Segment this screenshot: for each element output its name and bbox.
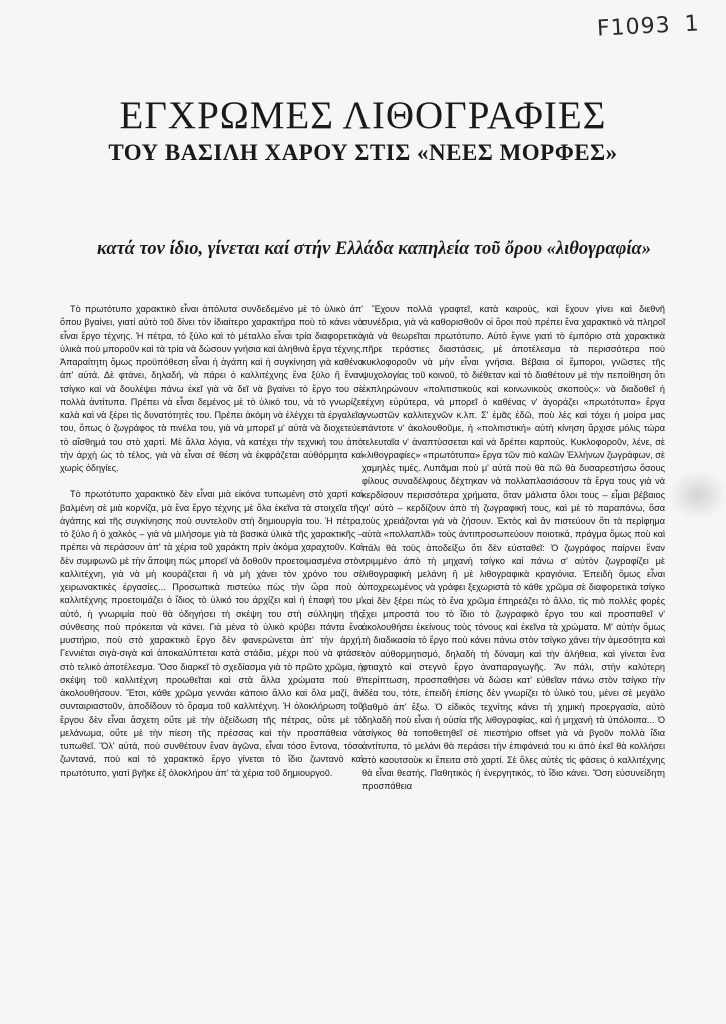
- paragraph: Τὸ πρωτότυπο χαρακτικὸ δὲν εἶναι μιὰ εἰκόνα τυπωμένη στὸ χαρτὶ καὶ βαλμένη σὲ μιὰ κορνίζα, μὰ ἕνα ἔργο τέχνης μὲ ὅλα ἐκεῖνα τὰ στοιχεῖα τῆς ἀγάπης καὶ τῆς συγκίνησης ποὺ συντελοῦν στὴ δημιουργία του. Ἡ πέτρα, τὸ ξύλο ἢ ὁ χαλκὸς – γιὰ νὰ μιλήσομε γιὰ τὰ βασικὰ ὑλικὰ τῆς χαρακτικῆς – πρέπει νὰ περάσουν ἀπ' τὰ χέρια τοῦ χαράκτη πρὶν ἀκόμα χαραχτοῦν. Καὶ δὲν συμφωνῶ μὲ τὴν ἄποψη πὼς μπορεῖ νὰ δοθοῦν προετοιμασμένα στὸν καλλιτέχνη, γιὰ νὰ μὴ κουράζεται ἢ νὰ μὴ χάνει τὸν χρόνο του σὲ χειρωνακτικὲς ἐργασίες... Προσωπικὰ πιστεύω πὼς τὴν ὥρα ποὺ ὁ καλλιτέχνης προετοιμάζει ὁ ἴδιος τὸ ὑλικό του ἀρχίζει καὶ ἡ ἐπαφή του μ' αὐτό, ἡ γνωριμία ποὺ θὰ ὁδηγήσει τὴ σκέψη του στὴ σύλληψη τῆς σύνθεσης ποὺ πρόκειται νὰ κάνει. Γιὰ μένα τὸ ὑλικὸ κρύβει πάντα ἕνα μυστήριο, ποὺ στὸ χαρακτικὸ ἔργο δὲν φανερώνεται ἀπ' τὴν ἀρχή. Γεννιέται σιγὰ-σιγὰ καὶ ἀποκαλύπτεται κατὰ στάδια, μέχρι ποὺ νὰ φτάσει στὸ τελικὸ ἀποτέλεσμα. Ὅσο διαρκεῖ τὸ σχεδίασμα γιὰ τὸ πρῶτο χρῶμα, ἡ σκέψη τοῦ καλλιτέχνη προωθεῖται καὶ στὰ ἄλλα χρώματα ποὺ θ' ἀκολουθήσουν. Ἔτσι, κάθε χρῶμα γεννάει κάποιο ἄλλο καὶ ὅλα μαζί, ἂν συνταιριαστοῦν, ἀποδίδουν τὸ ὅραμα τοῦ καλλιτέχνη. Ἡ ὁλοκλήρωση τοῦ ἔργου δὲν εἶναι ἄσχετη οὔτε μὲ τὴν ὀξείδωση τῆς πέτρας, οὔτε μὲ τὸ μελάνωμα, οὔτε μὲ τὴν πίεση τῆς πρέσσας καὶ τὴν προσπάθεια νὰ τυπωθεῖ. Ὅλ' αὐτά, ποὺ συνθέτουν ἕναν ἀγῶνα, εἶναι τόσο ἔντονα, τόσο ζωντανά, ποὺ καὶ τὸ χαρακτικὸ ἔργο γίνεται τὸ ἴδιο ζωντανὸ καὶ πρωτότυπο, γιατὶ βγῆκε ἐξ ὁλοκλήρου ἀπ' τὰ χέρια τοῦ δημιουργοῦ.: [60, 489, 363, 778]
- annotation-code: F1093: [596, 12, 672, 42]
- annotation-page-number: 1: [684, 11, 701, 38]
- paragraph: Ἔχουν πολλὰ γραφτεῖ, κατὰ καιρούς, καὶ ἔχουν γίνει καὶ διεθνῆ συνέδρια, γιὰ νὰ καθορισθοῦν οἱ ὅροι ποὺ πρέπει ἕνα χαρακτικὸ νὰ πληροῖ γιὰ νὰ θεωρεῖται πρωτότυπο. Αὐτὸ ἔγινε γιατὶ τὸ ἐμπόριο στὰ χαρακτικὰ πῆρε τεράστιες διαστάσεις, μὲ ἀποτέλεσμα τὰ περισσότερα ποὺ κυκλοφοροῦν νὰ μὴν εἶναι γνήσια. Βέβαια οἱ ἔμποροι, γνῶστες τῆς ψυχολογίας τοῦ κοινοῦ, τὸ διέθεταν καὶ τὸ διαθέτουν μὲ τὴν πεποίθηση ὅτι ἐκπληρώνουν «πολιτιστικοὺς καὶ κοινωνικοὺς σκοπούς»: νὰ διαδοθεῖ ἡ τέχνη εὐρύτερα, νὰ μπορεῖ ὁ καθένας ν' ἀγοράζει «πρωτότυπα» ἔργα γνωστῶν καλλιτεχνῶν κ.λπ. Σ' ἐμᾶς ἐδῶ, ποὺ λὲς καὶ τόχει ἡ μοίρα μας πάντοτε ν' ἀκολουθοῦμε, ἡ «πολιτιστική» αὐτὴ κίνηση ἄρχισε μόλις τώρα τελευταῖα ν' ἀναπτύσσεται καὶ νὰ δρέπει καρπούς. Κυκλοφοροῦν, λένε, σὲ «λιθογραφίες» «πρωτότυπα» ἔργα τῶν πιὸ καλῶν Ἑλλήνων ζωγράφων, σὲ χαμηλὲς τιμές. Λυπᾶμαι ποὺ μ' αὐτὰ ποὺ θὰ πῶ θὰ δυσαρεστήσω ὅσους φίλους συναδέλφους δέχτηκαν νὰ πολλαπλασιάσουν τὰ ἔργα τους γιὰ νὰ κερδίσουν περισσότερα χρήματα, ὅταν μάλιστα ὅλοι τους – εἶμαι βέβαιος γι' αὐτὸ – κερδίζουν ἀπὸ τὴ ζωγραφική τους, καὶ μὲ τὸ παραπάνω, ὅσα τοὺς χρειάζονται γιὰ νὰ ζήσουν. Ἐκτὸς καὶ ἂν πιστεύουν ὅτι τὰ περίφημα αὐτὰ «πολλαπλᾶ» τοὺς ἀντιπροσωπεύουν ποιοτικά, πράγμα ὅμως ποὺ καὶ πάλι θὰ τοὺς ἀποδείξω ὅτι δὲν εὐσταθεῖ: Ὁ ζωγράφος παίρνει ἕναν τριμμένο ἀπὸ τὴ μηχανὴ τσίγκο καὶ πάνω σ' αὐτὸν ζωγραφίζει μὲ λιθογραφικὴ μελάνη ἢ μὲ λιθογραφικὰ κραγιόνια. Ἐπειδὴ ὅμως εἶναι ὑποχρεωμένος νὰ γράφει ξεχωριστὰ τὸ κάθε χρῶμα σὲ διαφορετικὰ τσίγκο καὶ δὲν ξέρει πὼς τὸ ἕνα χρῶμα ἐπηρεάζει τὸ ἄλλο, τὶς πιὸ πολλὲς φορὲς ἔχει μπροστά του τὸ ἴδιο τὸ ζωγραφικὸ ἔργο του καὶ προσπαθεῖ ν' ἀκολουθήσει ἐκείνους τοὺς τόνους καὶ ἐκεῖνα τὰ χρώματα. Μ' αὐτὴν ὅμως τὴ διαδικασία τὸ ἔργο ποὺ κάνει πάνω στὸν τσίγκο χάνει τὴν ἀμεσότητα καὶ τὸν αὐθορμητισμό, δηλαδὴ τὴ δύναμη καὶ τὴν ἀλήθεια, καὶ γίνεται ἕνα φτιαχτὸ καὶ στεγνὸ ἔργο ἀναπαραγωγῆς. Ἂν πάλι, στὴν καλύτερη περίπτωση, προσπαθήσει νὰ δώσει κατ' εὐθεῖαν πάνω στὸν τσίγκο τὴν ἰδέα του, τότε, ἐπειδὴ ἐπίσης δὲν γνωρίζει τὸ ὑλικό του, μένει σὲ μεγάλο βαθμὸ ἀπ' ἔξω. Ὁ εἰδικὸς τεχνίτης κάνει τὴ χημικὴ προεργασία, αὐτὸ δηλαδὴ ποὺ εἶναι ἡ οὐσία τῆς λιθογραφίας, καὶ ἡ μηχανὴ τὰ ὑπόλοιπα... Ὁ τσίγκος θὰ τοποθετηθεῖ σὲ πιεστήριο offset γιὰ νὰ βγοῦν πολλὰ ἴδια ἀντίτυπα, τὸ μελάνι θὰ περάσει τὴν ἐπιφάνειά του κι ἀπὸ ἐκεῖ θὰ κολλήσει στὸ καουτσοὺκ κι ἔπειτα στὸ χαρτί. Σὲ ὅλες αὐτὲς τὶς φάσεις ὁ καλλιτέχνης θὰ εἶναι θεατής. Παθητικὸς ἡ ἐνεργητικός, τὸ ἴδιο κάνει. Ὅση εὐσυνείδητη προσπάθεια: [362, 304, 665, 791]
- article-tagline: κατά τον ίδιο, γίνεται καί στήν Ελλάδα καπηλεία τοῦ ὄρου «λιθογραφία»: [96, 239, 651, 259]
- handwritten-annotation: [597, 11, 701, 41]
- article-title: ΕΓΧΡΩΜΕΣ ΛΙΘΟΓΡΑΦΙΕΣ: [119, 94, 607, 137]
- right-column: [362, 303, 665, 793]
- ink-smudge: [668, 470, 726, 520]
- article-subtitle: ΤΟΥ ΒΑΣΙΛΗ ΧΑΡΟΥ ΣΤΙΣ «ΝΕΕΣ ΜΟΡΦΕΣ»: [108, 140, 618, 165]
- left-column: [60, 303, 363, 780]
- paragraph: Τὸ πρωτότυπο χαρακτικὸ εἶναι ἀπόλυτα συνδεδεμένο μὲ τὸ ὑλικὸ ἀπ' ὅπου βγαίνει, γιατί αὐτὸ τοῦ δίνει τὸν ἰδιαίτερο χαρακτήρα ποὺ τὸ κάνει νὰ εἶναι ἔργο τέχνης. Ἡ πέτρα, τὸ ξύλο καὶ τὸ μέταλλο εἶναι τρία διαφορετικὰ ὑλικὰ ποὺ μποροῦν καὶ τὰ τρία νὰ δώσουν γνήσια καὶ ἀληθινὰ ἔργα τέχνης. Ἀπαραίτητη ὅμως προϋπόθεση εἶναι ἡ ἀγάπη καὶ ἡ συγκίνηση γιὰ καθένα ἀπ' αὐτά. Δὲ φτάνει, δηλαδή, νὰ πάρει ὁ καλλιτέχνης ἕνα ξύλο ἢ ἕναν τσίγκο καὶ νὰ δουλέψει πάνω ἐκεῖ γιὰ νὰ δεῖ νὰ βγαίνει τὸ ἔργο του σὲ πολλὰ ἀντίτυπα. Πρέπει νὰ εἶναι δεμένος μὲ τὸ ὑλικό του, νὰ τὸ γνωρίζει καλὰ καὶ νὰ ξέρει τὶς δυνατότητές του. Πρέπει ἀκόμη νὰ ἐλέγχει τὰ ἐργαλεῖα του, ὅπως ὁ ζωγράφος τὰ πινέλα του, γιὰ νὰ μπορεῖ μ' αὐτὰ νὰ διοχετεύει τὸ αἴσθημά του στὸ χαρτί. Μὲ ἄλλα λόγια, νὰ κατέχει τὴν τεχνική του ἀπὸ τὴν ἀρχὴ ὡς τὸ τέλος, γιὰ νὰ εἶναι σὲ θέση νὰ ἐκφράζεται αὐθόρμητα καὶ χωρὶς ὁδηγίες.: [60, 304, 363, 473]
